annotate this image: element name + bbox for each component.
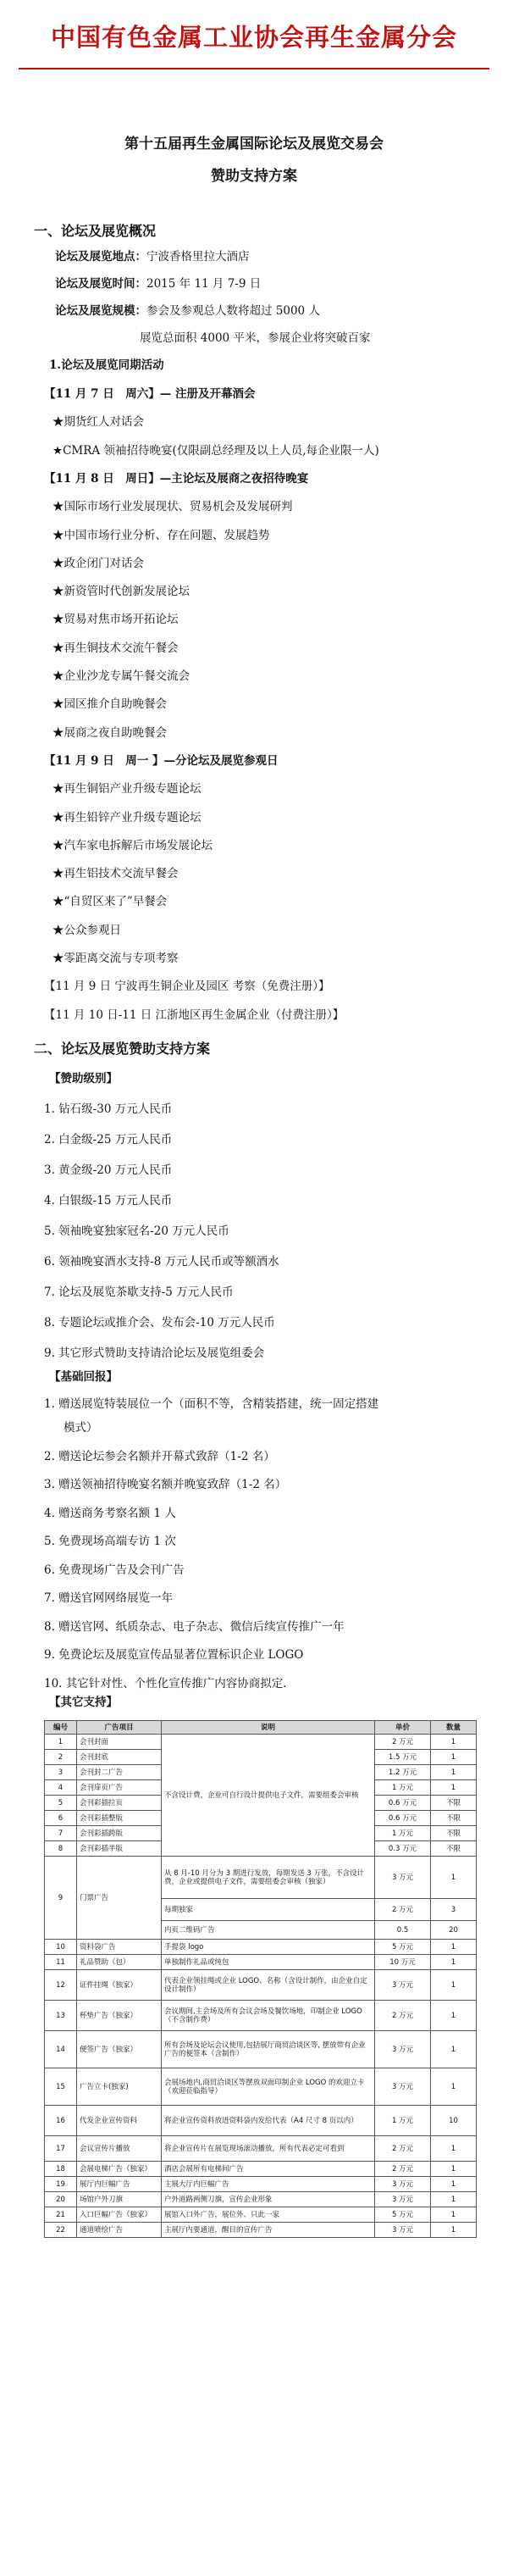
table-row xyxy=(45,2001,477,2031)
cell-item: 会展电梯广告（独家） xyxy=(77,2162,162,2177)
scale-line-2: 展览总面积 4000 平米，参展企业将突破百家 xyxy=(140,331,371,345)
cell-qty: 1 xyxy=(431,2192,477,2207)
time-line: 论坛及展览时间：2015 年 11 月 7-9 日 xyxy=(55,277,262,291)
cell-desc: 不含设计费，企业可自行设计提供电子文件，需要组委会审核 xyxy=(162,1735,375,1857)
cell-no: 12 xyxy=(45,1970,77,2001)
cell-price: 3 万元 xyxy=(375,2223,431,2238)
cell-qty: 10 xyxy=(431,2106,477,2136)
cell-no: 9 xyxy=(45,1857,77,1940)
cell-price: 3 万元 xyxy=(375,1970,431,2001)
basic-return-item: 1. 赠送展览特装展位一个（面积不等，含精装搭建，统一固定搭建 xyxy=(44,1397,379,1411)
cell-qty: 1 xyxy=(431,1955,477,1970)
table-header-cell: 单价 xyxy=(375,1721,431,1735)
cell-qty: 1 xyxy=(431,1970,477,2001)
cell-desc: 展馆入口外广告，展位外、只此一家 xyxy=(162,2207,375,2223)
activity-line: 【11 月 7 日 周六】— 注册及开幕酒会 xyxy=(44,387,256,401)
activity-line: 【11 月 10 日-11 日 江浙地区再生金属企业（付费注册）】 xyxy=(44,1008,345,1022)
cell-price: 2 万元 xyxy=(375,2136,431,2162)
table-row xyxy=(45,1970,477,2001)
cell-no: 22 xyxy=(45,2223,77,2238)
cell-item: 会刊扉页广告 xyxy=(77,1780,162,1796)
cell-price: 3 万元 xyxy=(375,2177,431,2192)
table-body xyxy=(45,1735,477,2238)
cell-item: 会刊彩插拉页 xyxy=(77,1796,162,1811)
cell-no: 19 xyxy=(45,2177,77,2192)
cell-price: 3 万元 xyxy=(375,2031,431,2068)
cell-qty: 1 xyxy=(431,1735,477,1750)
basic-title: 【基础回报】 xyxy=(49,1370,118,1384)
basic-return-item: 4. 赠送商务考察名额 1 人 xyxy=(44,1506,176,1520)
cell-item: 会刊封面 xyxy=(77,1735,162,1750)
cell-qty: 不限 xyxy=(431,1796,477,1811)
cell-item: 会刊彩插半版 xyxy=(77,1841,162,1857)
activity-line: ★CMRA 领袖招待晚宴(仅限副总经理及以上人员,每企业限一人) xyxy=(52,443,379,458)
cell-price: 1 万元 xyxy=(375,1826,431,1841)
basic-return-item: 9. 免费论坛及展览宣传品显著位置标识企业 LOGO xyxy=(44,1648,304,1662)
cell-desc: 每期独家 xyxy=(162,1899,375,1921)
basic-return-item: 7. 赠送官网网络展览一年 xyxy=(44,1591,174,1605)
cell-price: 2 万元 xyxy=(375,1735,431,1750)
cell-qty: 1 xyxy=(431,2031,477,2068)
activity-line: ★汽车家电拆解后市场发展论坛 xyxy=(52,838,213,852)
cell-no: 21 xyxy=(45,2207,77,2223)
cell-item: 便签广告（独家） xyxy=(77,2031,162,2068)
cell-price: 0.5 xyxy=(375,1921,431,1940)
sponsor-level-item: 3. 黄金级-20 万元人民币 xyxy=(44,1163,173,1177)
activity-line: ★再生铅锌产业升级专题论坛 xyxy=(52,810,202,824)
cell-qty: 1 xyxy=(431,2136,477,2162)
table-row xyxy=(45,2106,477,2136)
cell-price: 2 万元 xyxy=(375,1899,431,1921)
cell-qty: 不限 xyxy=(431,1811,477,1826)
cell-item: 会刊彩插跨版 xyxy=(77,1826,162,1841)
letterhead xyxy=(0,0,508,100)
table-header-row xyxy=(45,1721,477,1735)
activity-line: ★政企闭门对话会 xyxy=(52,556,144,570)
cell-price: 1.5 万元 xyxy=(375,1750,431,1765)
subsection-activities: 1.论坛及展览同期活动 xyxy=(49,358,164,372)
cell-qty: 1 xyxy=(431,2001,477,2031)
cell-no: 3 xyxy=(45,1765,77,1780)
table-header-cell: 数量 xyxy=(431,1721,477,1735)
cell-qty: 1 xyxy=(431,2223,477,2238)
cell-qty: 1 xyxy=(431,2068,477,2106)
doc-subtitle: 赞助支持方案 xyxy=(211,168,297,185)
cell-price: 10 万元 xyxy=(375,1955,431,1970)
cell-no: 14 xyxy=(45,2031,77,2068)
cell-price: 2 万元 xyxy=(375,2162,431,2177)
cell-qty: 1 xyxy=(431,1780,477,1796)
cell-item: 门票广告 xyxy=(77,1857,162,1940)
section-1-heading: 一、论坛及展览概况 xyxy=(34,223,157,239)
org-name: 中国有色金属工业协会再生金属分会 xyxy=(50,23,457,52)
other-title: 【其它支持】 xyxy=(49,1696,118,1709)
activity-line: ★展商之夜自助晚餐会 xyxy=(52,725,167,740)
cell-qty: 20 xyxy=(431,1921,477,1940)
cell-no: 11 xyxy=(45,1955,77,1970)
sponsor-level-item: 5. 领袖晚宴独家冠名-20 万元人民币 xyxy=(44,1224,229,1238)
cell-item: 通道喷绘广告 xyxy=(77,2223,162,2238)
cell-qty: 1 xyxy=(431,1857,477,1899)
cell-item: 会刊封底 xyxy=(77,1750,162,1765)
cell-desc: 代表企业领挂绳或企业 LOGO、名称（含设计制作，由企业自定设计制作） xyxy=(162,1970,375,2001)
cell-no: 15 xyxy=(45,2068,77,2106)
support-table xyxy=(44,1720,477,2238)
cell-qty: 3 xyxy=(431,1899,477,1921)
cell-desc: 会议期间,主会场及所有会议会场及餐饮场地，印制企业 LOGO（不含制作费） xyxy=(162,2001,375,2031)
cell-qty: 不限 xyxy=(431,1841,477,1857)
cell-desc: 单独制作礼品或纯包 xyxy=(162,1955,375,1970)
cell-price: 1 万元 xyxy=(375,1780,431,1796)
cell-price: 2 万元 xyxy=(375,2001,431,2031)
table-row xyxy=(45,2031,477,2068)
cell-desc: 内页二维码广告 xyxy=(162,1921,375,1940)
cell-item: 杯垫广告（独家） xyxy=(77,2001,162,2031)
table-row xyxy=(45,1955,477,1970)
activity-line: 【11 月 8 日 周日】—主论坛及展商之夜招待晚宴 xyxy=(44,471,309,486)
cell-price: 5 万元 xyxy=(375,2207,431,2223)
cell-no: 5 xyxy=(45,1796,77,1811)
activity-line: 【11 月 9 日 周一 】—分论坛及展览参观日 xyxy=(44,753,279,768)
cell-item: 场馆户外刀旗 xyxy=(77,2192,162,2207)
cell-item: 展厅内巨幅广告 xyxy=(77,2177,162,2192)
cell-item: 会刊彩插整版 xyxy=(77,1811,162,1826)
activity-line: ★再生铜技术交流午餐会 xyxy=(52,641,179,655)
cell-no: 10 xyxy=(45,1940,77,1955)
section-2-heading: 二、论坛及展览赞助支持方案 xyxy=(34,1041,211,1057)
cell-desc: 将企业宣传片在展览现场滚动播放，所有代表必定可看到 xyxy=(162,2136,375,2162)
table-row xyxy=(45,2207,477,2223)
cell-no: 6 xyxy=(45,1811,77,1826)
cell-qty: 1 xyxy=(431,2177,477,2192)
cell-desc: 酒店会展所有电梯间广告 xyxy=(162,2162,375,2177)
table-header-cell: 广告项目 xyxy=(77,1721,162,1735)
basic-return-item: 6. 免费现场广告及会刊广告 xyxy=(44,1563,185,1577)
activity-line: ★期货红人对话会 xyxy=(52,415,144,430)
cell-item: 资料袋广告 xyxy=(77,1940,162,1955)
cell-item: 礼品赞助（包） xyxy=(77,1955,162,1970)
activity-line: ★中国市场行业分析、存在问题、发展趋势 xyxy=(52,528,270,542)
table-header-cell: 说明 xyxy=(162,1721,375,1735)
cell-item: 代发企业宣传资料 xyxy=(77,2106,162,2136)
cell-desc: 主展大厅内巨幅广告 xyxy=(162,2177,375,2192)
cell-price: 0.6 万元 xyxy=(375,1796,431,1811)
table-row xyxy=(45,2162,477,2177)
cell-item: 入口巨幅广告（独家） xyxy=(77,2207,162,2223)
basic-return-item: 5. 免费现场高端专访 1 次 xyxy=(44,1535,176,1548)
table-header-cell: 编号 xyxy=(45,1721,77,1735)
cell-desc: 将企业宣传资料放进资料袋内发给代表（A4 尺寸 8 页以内） xyxy=(162,2106,375,2136)
activity-line: ★再生铝技术交流早餐会 xyxy=(52,867,179,881)
cell-desc: 主展厅内要通道，醒目的宣传广告 xyxy=(162,2223,375,2238)
cell-no: 4 xyxy=(45,1780,77,1796)
cell-no: 8 xyxy=(45,1841,77,1857)
sponsor-level-item: 9. 其它形式赞助支持请洽论坛及展览组委会 xyxy=(44,1346,265,1360)
table-row xyxy=(45,2192,477,2207)
cell-no: 7 xyxy=(45,1826,77,1841)
cell-desc: 户外道路两侧刀旗，宣传企业形象 xyxy=(162,2192,375,2207)
activity-line: ★新资管时代创新发展论坛 xyxy=(52,585,190,599)
table-row xyxy=(45,2136,477,2162)
table-row xyxy=(45,2068,477,2106)
activity-line: ★国际市场行业发展现状、贸易机会及发展研判 xyxy=(52,500,293,514)
header-divider xyxy=(19,68,489,69)
cell-desc: 从 8 月-10 月分为 3 期进行发放，每期发送 3 万张，不含设计费，企业或提供电子文件，需要组委会审核（独家） xyxy=(162,1857,375,1899)
sponsor-level-item: 1. 钻石级-30 万元人民币 xyxy=(44,1102,173,1116)
cell-item: 广告立卡(独家) xyxy=(77,2068,162,2106)
cell-price: 3 万元 xyxy=(375,2068,431,2106)
cell-item: 会议宣传片播放 xyxy=(77,2136,162,2162)
cell-desc: 手提袋 logo xyxy=(162,1940,375,1955)
table-row xyxy=(45,2177,477,2192)
venue-line: 论坛及展览地点：宁波香格里拉大酒店 xyxy=(55,250,250,264)
scale-line: 论坛及展览规模：参会及参观总人数将超过 5000 人 xyxy=(55,304,320,318)
cell-price: 0.6 万元 xyxy=(375,1811,431,1826)
activity-line: 【11 月 9 日 宁波再生铜企业及园区 考察（免费注册）】 xyxy=(44,980,330,994)
cell-price: 1.2 万元 xyxy=(375,1765,431,1780)
cell-no: 2 xyxy=(45,1750,77,1765)
activity-line: ★企业沙龙专属午餐交流会 xyxy=(52,669,190,683)
cell-no: 1 xyxy=(45,1735,77,1750)
cell-price: 5 万元 xyxy=(375,1940,431,1955)
cell-no: 17 xyxy=(45,2136,77,2162)
cell-qty: 1 xyxy=(431,1940,477,1955)
activity-line: ★再生铜铝产业升级专题论坛 xyxy=(52,782,202,797)
doc-title: 第十五届再生金属国际论坛及展览交易会 xyxy=(124,136,384,153)
sponsor-level-item: 2. 白金级-25 万元人民币 xyxy=(44,1133,173,1146)
basic-return-item: 10. 其它针对性、个性化宣传推广内容协商拟定. xyxy=(44,1676,287,1690)
sponsor-level-item: 4. 白银级-15 万元人民币 xyxy=(44,1194,173,1208)
cell-price: 3 万元 xyxy=(375,1857,431,1899)
cell-price: 0.3 万元 xyxy=(375,1841,431,1857)
basic-return-item: 3. 赠送领袖招待晚宴名额并晚宴致辞（1-2 名） xyxy=(44,1478,287,1491)
cell-no: 18 xyxy=(45,2162,77,2177)
cell-price: 3 万元 xyxy=(375,2192,431,2207)
cell-price: 1 万元 xyxy=(375,2106,431,2136)
cell-no: 13 xyxy=(45,2001,77,2031)
sponsor-level-item: 7. 论坛及展览茶歇支持-5 万元人民币 xyxy=(44,1285,234,1299)
table-row xyxy=(45,1857,477,1899)
activity-line: ★公众参观日 xyxy=(52,923,121,937)
table-row xyxy=(45,2223,477,2238)
table-row xyxy=(45,1735,477,1750)
cell-qty: 1 xyxy=(431,2207,477,2223)
cell-no: 16 xyxy=(45,2106,77,2136)
cell-no: 20 xyxy=(45,2192,77,2207)
cell-qty: 1 xyxy=(431,2162,477,2177)
cell-item: 会刊封二广告 xyxy=(77,1765,162,1780)
basic-return-item: 2. 赠送论坛参会名额并开幕式致辞（1-2 名） xyxy=(44,1449,275,1463)
activity-line: ★园区推介自助晚餐会 xyxy=(52,697,167,712)
cell-desc: 会展场地内,商贸洽谈区等摆放双面印制企业 LOGO 的欢迎立卡（欢迎莅临指导） xyxy=(162,2068,375,2106)
activity-line: ★“自贸区来了”早餐会 xyxy=(52,895,168,909)
activity-line: ★零距离交流与专项考察 xyxy=(52,952,179,965)
sponsor-level-item: 8. 专题论坛或推介会、发布会-10 万元人民币 xyxy=(44,1316,275,1330)
cell-item: 证件挂绳（独家） xyxy=(77,1970,162,2001)
cell-qty: 1 xyxy=(431,1765,477,1780)
activity-line: ★贸易对焦市场开拓论坛 xyxy=(52,613,179,627)
basic-return-item: 8. 赠送官网、纸质杂志、电子杂志、微信后续宣传推广一年 xyxy=(44,1619,345,1634)
cell-desc: 所有会场及论坛会议使用,包括展厅商贸洽谈区等, 摆放带有企业广告的便签本（含制作） xyxy=(162,2031,375,2068)
cell-qty: 1 xyxy=(431,1750,477,1765)
levels-title: 【赞助级别】 xyxy=(49,1072,118,1085)
sponsor-level-item: 6. 领袖晚宴酒水支持-8 万元人民币或等额酒水 xyxy=(44,1255,279,1269)
basic-return-item: 模式） xyxy=(64,1421,98,1435)
cell-qty: 不限 xyxy=(431,1826,477,1841)
table-row xyxy=(45,1940,477,1955)
